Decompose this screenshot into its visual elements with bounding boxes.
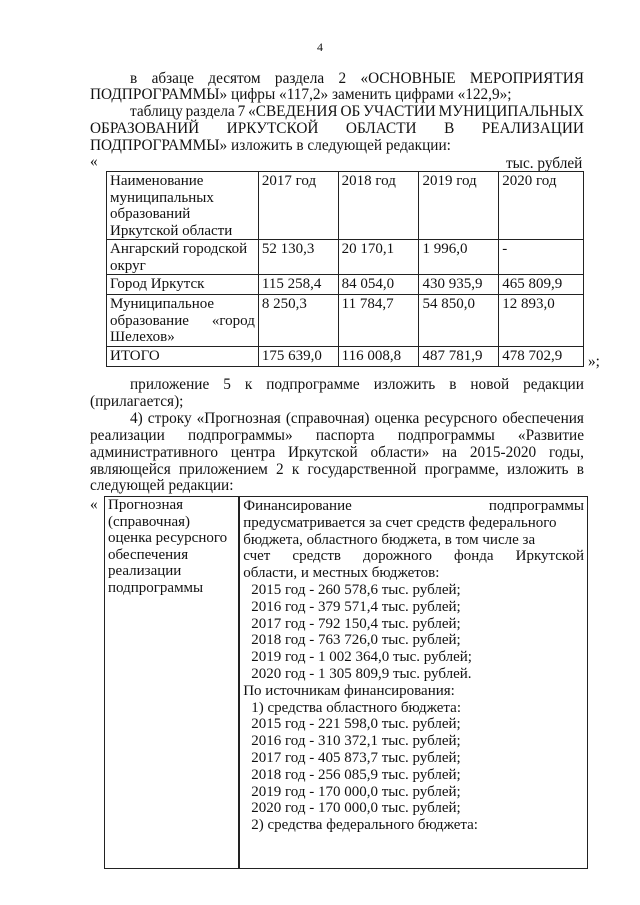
word: центра <box>230 444 276 461</box>
word: «ОСНОВНЫЕ <box>360 70 456 87</box>
year-amount: 2015 год - 221 598,0 тыс. рублей; <box>251 716 461 733</box>
mid-line-1 <box>130 377 584 393</box>
word: В <box>444 120 455 137</box>
word: таблицу <box>130 103 183 120</box>
table-total-row <box>107 347 584 367</box>
row-label-line <box>110 313 255 330</box>
word: 2 <box>338 70 347 87</box>
label-line: (справочная) <box>108 513 191 530</box>
value-cell: 465 809,9 <box>499 275 584 295</box>
word: 4) <box>130 410 143 427</box>
value-cell: 115 258,4 <box>258 275 338 295</box>
value-cell: 12 893,0 <box>499 295 584 347</box>
page-number: 4 <box>317 40 323 54</box>
mid-line-6 <box>90 462 584 478</box>
word: в <box>576 461 584 478</box>
word: в <box>449 376 457 393</box>
fin-line: бюджета, областного бюджета, в том числе за <box>243 531 536 548</box>
row-label-line: Шелехов» <box>110 329 175 345</box>
year-amount: 2018 год - 256 085,9 тыс. рублей; <box>251 766 461 783</box>
value-cell: 11 784,7 <box>338 295 419 347</box>
word: УЧАСТИИ <box>363 103 436 120</box>
word: в <box>130 70 138 87</box>
word: к <box>291 461 300 478</box>
word: государственной <box>307 461 417 478</box>
year-amount: 2020 год - 1 305 809,9 тыс. рублей. <box>251 665 472 682</box>
year-amount: 2017 год - 405 873,7 тыс. рублей; <box>251 749 461 766</box>
year-amount: 2017 год - 792 150,4 тыс. рублей; <box>251 615 461 632</box>
header-cell: 2019 год <box>419 172 499 240</box>
word: административного <box>90 444 218 461</box>
word: десятом <box>208 70 261 87</box>
word: годы, <box>548 444 584 461</box>
word: области» <box>370 444 430 461</box>
row-label-line: Муниципальное <box>110 296 215 312</box>
word: редакции <box>523 376 584 393</box>
fin-line: области, и местных бюджетов: <box>243 565 440 582</box>
mid-line-2: (прилагается); <box>90 393 184 410</box>
year-amount: 2018 год - 763 726,0 тыс. рублей; <box>251 632 461 649</box>
word: ОБ <box>340 103 361 120</box>
year-amount: 2016 год - 379 571,4 тыс. рублей; <box>251 598 461 615</box>
year-amount: 2015 год - 260 578,6 тыс. рублей; <box>251 581 461 598</box>
word: «город <box>211 312 255 329</box>
value-cell: 1 996,0 <box>419 240 499 275</box>
word: «Развитие <box>517 427 584 444</box>
year-amount: 2019 год - 1 002 364,0 тыс. рублей; <box>251 649 472 666</box>
table-row <box>105 497 588 869</box>
word: программе, <box>424 461 499 478</box>
intro-line-2: ПОДПРОГРАММЫ» цифры «117,2» заменить цифрами «122,9»; <box>90 86 512 103</box>
word: обеспечения <box>502 410 584 427</box>
row-label: ИТОГО <box>107 347 259 367</box>
row-label <box>107 295 259 347</box>
word: на <box>442 444 458 461</box>
table-row <box>107 240 584 275</box>
word: изложить <box>373 376 436 393</box>
value-cell: 52 130,3 <box>258 240 338 275</box>
word: ОБЛАСТИ <box>345 120 417 137</box>
word: 2 <box>276 461 284 478</box>
word: «Прогнозная <box>196 410 281 427</box>
row-label: Город Иркутск <box>107 275 259 295</box>
value-cell: - <box>499 240 584 275</box>
word: подпрограммы <box>488 498 584 514</box>
header-cell: 2020 год <box>499 172 584 240</box>
word: к <box>244 376 253 393</box>
word: 7 <box>237 103 246 120</box>
value-cell: 430 935,9 <box>419 275 499 295</box>
word: 2015-2020 <box>469 444 537 461</box>
word: ОБРАЗОВАНИЙ <box>90 120 200 137</box>
word: раздела <box>185 103 235 120</box>
quote-open-2: « <box>90 496 98 513</box>
value-cell: 175 639,0 <box>258 347 338 367</box>
label-line: реализации <box>108 563 182 579</box>
mid-line-4 <box>90 428 584 444</box>
funding-detail-cell <box>239 497 587 869</box>
word: изложить <box>506 461 569 478</box>
label-line: Прогнозная <box>108 497 184 513</box>
word: РЕАЛИЗАЦИИ <box>481 120 584 137</box>
word: строку <box>147 410 192 427</box>
value-cell: 20 170,1 <box>338 240 419 275</box>
intro-line-3 <box>130 104 584 120</box>
header-cell: 2017 год <box>258 172 338 240</box>
word: новой <box>470 376 510 393</box>
units-label: тыс. рублей <box>506 155 583 172</box>
word: Финансирование <box>243 498 352 514</box>
word: (справочная) <box>285 410 370 427</box>
word: реализации <box>90 427 165 444</box>
source-heading: 2) средства федерального бюджета: <box>251 817 478 834</box>
word: образование <box>110 312 189 329</box>
mid-line-3 <box>130 411 584 427</box>
intro-line-5: ПОДПРОГРАММЫ» изложить в следующей редакции: <box>90 137 451 154</box>
intro-line-1 <box>130 71 584 87</box>
word: МУНИЦИПАЛЬНЫХ <box>438 103 584 120</box>
word: Иркутской <box>288 444 358 461</box>
quote-close-1: »; <box>588 353 600 370</box>
fin-line <box>243 498 584 515</box>
word: ИРКУТСКОЙ <box>226 120 319 137</box>
word: 5 <box>223 376 231 393</box>
funding-table <box>104 496 588 869</box>
word: подпрограммы» <box>187 427 293 444</box>
table-row <box>107 295 584 347</box>
intro-line-4 <box>90 121 584 137</box>
word: подпрограмме <box>266 376 360 393</box>
year-amount: 2020 год - 170 000,0 тыс. рублей; <box>251 800 461 817</box>
value-cell: 478 702,9 <box>499 347 584 367</box>
header-cell: Наименование муниципальных образований Иркутской области <box>107 172 259 240</box>
word: паспорта <box>315 427 375 444</box>
word: раздела <box>274 70 325 87</box>
fin-line <box>243 548 584 565</box>
word: дорожного <box>363 548 432 565</box>
word: фонда <box>454 548 494 565</box>
label-line: подпрограммы <box>108 579 204 596</box>
value-cell: 54 850,0 <box>419 295 499 347</box>
value-cell: 487 781,9 <box>419 347 499 367</box>
label-line: обеспечения <box>108 546 189 563</box>
header-cell: 2018 год <box>338 172 419 240</box>
source-heading: 1) средства областного бюджета: <box>251 699 461 716</box>
value-cell: 116 008,8 <box>338 347 419 367</box>
word: оценка <box>374 410 420 427</box>
year-amount: 2016 год - 310 372,1 тыс. рублей; <box>251 733 461 750</box>
word: приложением <box>178 461 268 478</box>
funding-label-cell <box>105 497 240 869</box>
word: ресурсного <box>424 410 498 427</box>
label-line: оценка ресурсного <box>108 530 228 546</box>
participation-table <box>106 171 584 367</box>
word: абзаце <box>151 70 194 87</box>
quote-open-1: « <box>90 153 98 170</box>
word: «СВЕДЕНИЯ <box>248 103 338 120</box>
word: Иркутской <box>515 548 584 565</box>
sources-title: По источникам финансирования: <box>243 682 455 699</box>
word: подпрограммы <box>397 427 495 444</box>
table-row <box>107 275 584 295</box>
word: счет <box>243 548 271 565</box>
year-amount: 2019 год - 170 000,0 тыс. рублей; <box>251 783 461 800</box>
word: являющейся <box>90 461 171 478</box>
mid-line-5 <box>90 445 584 461</box>
value-cell: 84 054,0 <box>338 275 419 295</box>
value-cell: 8 250,3 <box>258 295 338 347</box>
table-header-row <box>107 172 584 240</box>
word: МЕРОПРИЯТИЯ <box>469 70 584 87</box>
word: средств <box>292 548 341 565</box>
row-label: Ангарский городской округ <box>107 240 259 275</box>
word: приложение <box>130 376 210 393</box>
fin-line: предусматривается за счет средств федерального <box>243 514 557 531</box>
mid-line-7: следующей редакции: <box>90 477 234 494</box>
